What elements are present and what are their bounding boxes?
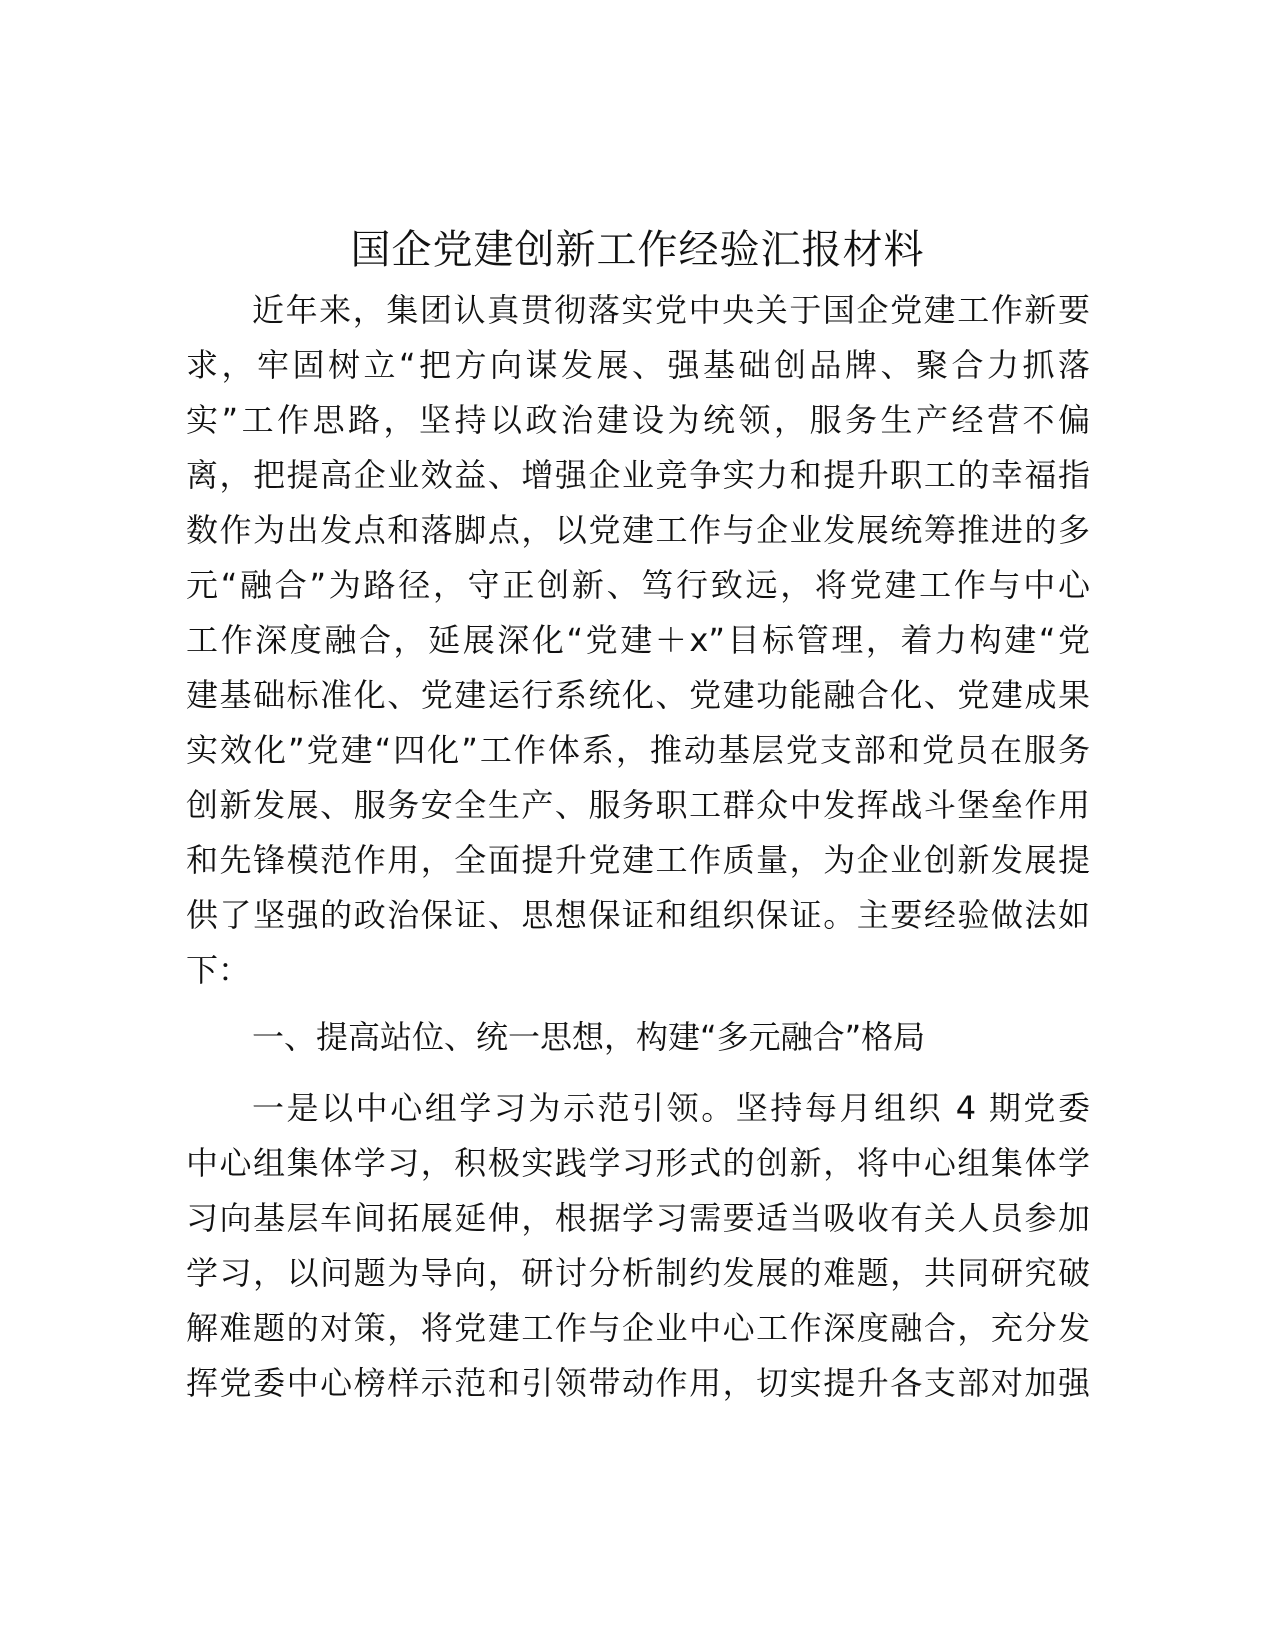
text-line: 和先锋模范作用，全面提升党建工作质量，为企业创新发展提 [186,841,1090,879]
text-line: 求，牢固树立“把方向谋发展、强基础创品牌、聚合力抓落 [186,346,1090,384]
text-line: 建基础标准化、党建运行系统化、党建功能融合化、党建成果 [186,676,1090,714]
text-line: 创新发展、服务安全生产、服务职工群众中发挥战斗堡垒作用 [186,786,1090,824]
text-line: 实效化”党建“四化”工作体系，推动基层党支部和党员在服务 [186,731,1090,769]
text-line: 解难题的对策，将党建工作与企业中心工作深度融合，充分发 [186,1309,1090,1347]
text-line: 近年来，集团认真贯彻落实党中央关于国企党建工作新要 [252,291,1090,329]
text-line: 元“融合”为路径，守正创新、笃行致远，将党建工作与中心 [186,566,1090,604]
text-line: 供了坚强的政治保证、思想保证和组织保证。主要经验做法如 [186,896,1090,934]
section-heading: 一、提高站位、统一思想，构建“多元融合”格局 [252,1018,926,1056]
text-line: 实”工作思路，坚持以政治建设为统领，服务生产经营不偏 [186,401,1090,439]
text-line: 挥党委中心榜样示范和引领带动作用，切实提升各支部对加强 [186,1364,1090,1402]
text-line: 一是以中心组学习为示范引领。坚持每月组织 4 期党委 [252,1089,1090,1127]
text-line: 下： [186,951,251,989]
text-line: 中心组集体学习，积极实践学习形式的创新，将中心组集体学 [186,1144,1090,1182]
text-line: 学习，以问题为导向，研讨分析制约发展的难题，共同研究破 [186,1254,1090,1292]
text-line: 习向基层车间拓展延伸，根据学习需要适当吸收有关人员参加 [186,1199,1090,1237]
text-line: 离，把提高企业效益、增强企业竞争实力和提升职工的幸福指 [186,456,1090,494]
document-title: 国企党建创新工作经验汇报材料 [350,227,925,273]
text-line: 工作深度融合，延展深化“党建＋x”目标管理，着力构建“党 [186,621,1090,659]
text-line: 数作为出发点和落脚点，以党建工作与企业发展统筹推进的多 [186,511,1090,549]
